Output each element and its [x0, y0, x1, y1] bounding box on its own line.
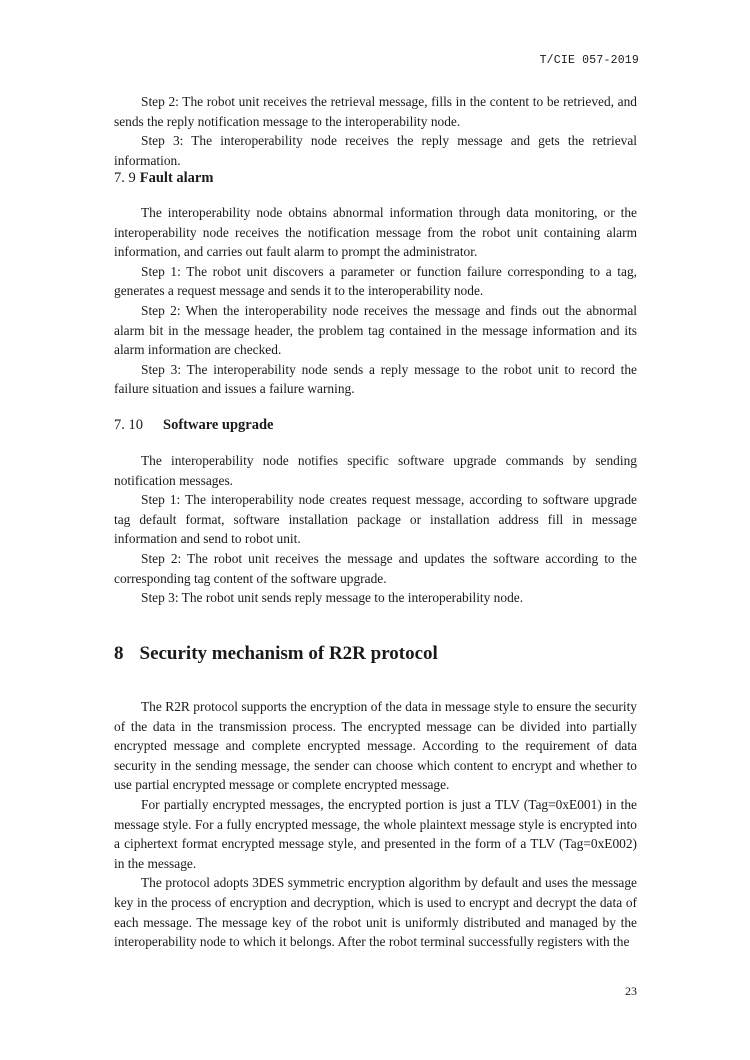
paragraph: For partially encrypted messages, the encrypted portion is just a TLV (Tag=0xE001) in the message style. For a fully encrypted message, the whole plaintext message style is encrypted into a ciphertext format encrypted message style, and presented in the form of a TLV (Tag=0xE002) in the message.	[114, 796, 637, 871]
paragraph: Step 2: When the interoperability node receives the message and finds out the abnormal alarm bit in the message header, the problem tag contained in the message information and its alarm information are checked.	[114, 302, 637, 358]
chapter-title: Security mechanism of R2R protocol	[139, 643, 438, 664]
section-heading	[114, 168, 637, 188]
paragraph: Step 1: The robot unit discovers a parameter or function failure corresponding to a tag, generates a request message and sends it to the interoperability node.	[114, 263, 637, 299]
page-number: 23	[625, 984, 637, 998]
section-7-9-heading-block	[114, 168, 637, 188]
section-number: 7. 9	[114, 170, 136, 186]
section-number: 7. 10	[114, 417, 143, 433]
section-7-10-heading-block	[114, 415, 637, 435]
paragraph: Step 2: The robot unit receives the retrieval message, fills in the content to be retrieved, and sends the reply notification message to the interoperability node.	[114, 94, 637, 129]
paragraph: Step 3: The interoperability node sends a reply message to the robot unit to record the failure situation and issues a failure warning.	[114, 361, 637, 397]
paragraph: Step 2: The robot unit receives the message and updates the software according to the corresponding tag content of the software upgrade.	[114, 550, 637, 586]
paragraph: Step 1: The interoperability node creates request message, according to software upgrade tag default format, software installation package or installation address fill in message information and send to robot unit.	[114, 492, 637, 547]
section-8-heading-block	[114, 641, 637, 667]
paragraph: The R2R protocol supports the encryption of the data in message style to ensure the security of the data in the transmission process. The encrypted message can be divided into partially encrypted message and complete encrypted message. According to the requirement of data security in the sending message, the sender can choose which content to encrypt and whether to use partial encrypted message or complete encrypted message.	[114, 699, 637, 793]
section-8-body	[114, 697, 637, 952]
section-title: Fault alarm	[139, 170, 214, 186]
paragraph: Step 3: The robot unit sends reply message to the interoperability node.	[141, 590, 524, 606]
paragraph: The interoperability node obtains abnormal information through data monitoring, or the interoperability node receives the notification message from the robot unit containing alarm information, and carries out fault alarm to prompt the administrator.	[114, 205, 637, 260]
paragraph: The interoperability node notifies specific software upgrade commands by sending notification messages.	[114, 453, 637, 488]
section-title: Software upgrade	[163, 417, 274, 433]
section-7-10-body	[114, 451, 637, 608]
intro-block	[114, 92, 637, 170]
paragraph: Step 3: The interoperability node receives the reply message and gets the retrieval information.	[114, 133, 637, 168]
chapter-heading	[114, 641, 637, 667]
section-heading	[114, 415, 637, 435]
chapter-number: 8	[114, 643, 124, 664]
paragraph: The protocol adopts 3DES symmetric encryption algorithm by default and uses the message key in the process of encryption and decryption, which is used to encrypt and decrypt the data of each message. The message key of the robot unit is uniformly distributed and managed by the interoperability node to which it belongs. After the robot terminal successfully registers with the	[114, 875, 637, 950]
document-code: T/CIE 057-2019	[539, 54, 639, 67]
section-7-9-body	[114, 203, 637, 399]
